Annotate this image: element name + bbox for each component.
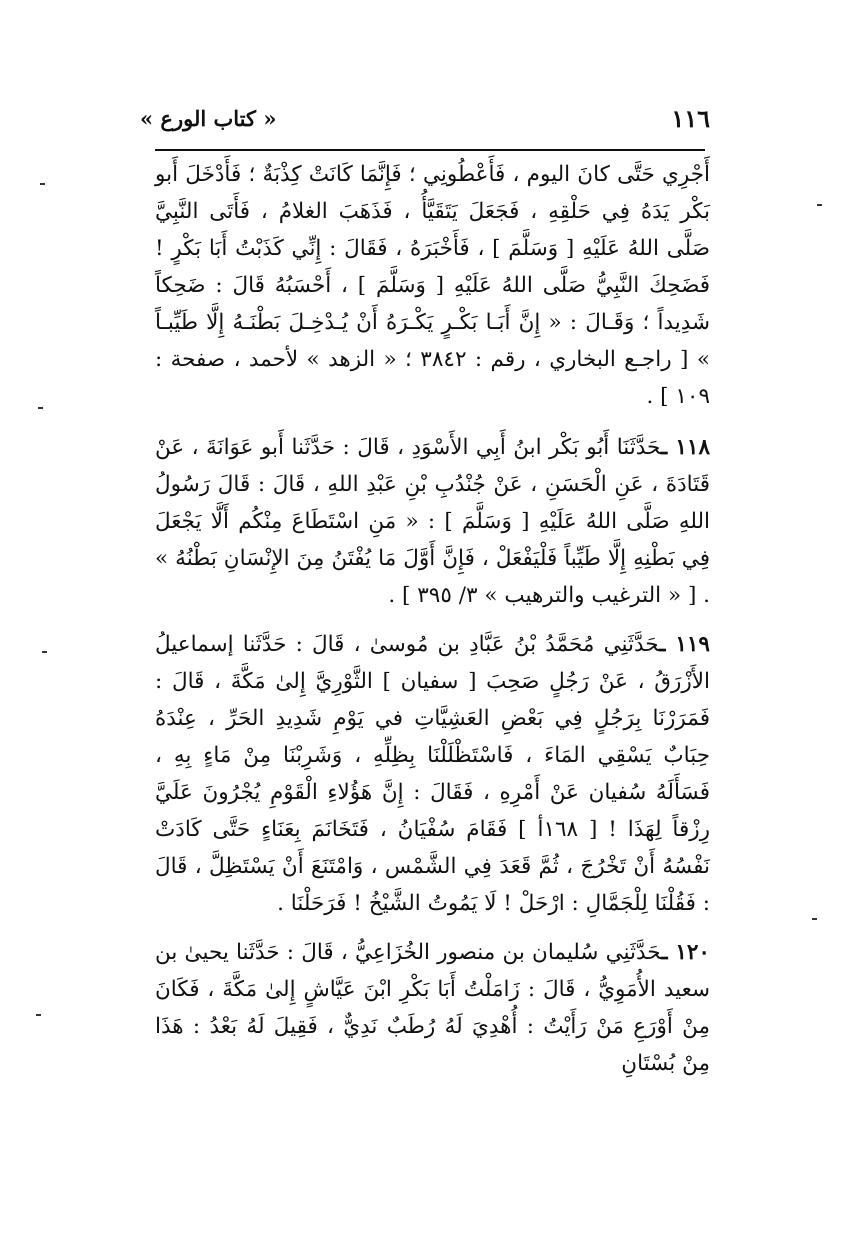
scan-speck (817, 204, 822, 206)
running-title: « كتاب الورع » (140, 106, 277, 131)
entry-text: حَدَّثَنِي سُليمان بن منصور الخُزَاعِيُّ ، قَالَ : حَدَّثَنا يحيىٰ بن سعيد الأُمَوِيُّ ، قَالَ : زَامَلْتُ أَبَا بَكْرِ ابْنَ عَيَّاشٍ إِلىٰ مَكَّةَ ، فَكَانَ مِنْ أَوْرَعِ مَنْ رَأَيْتُ : أُهْدِيَ لَهُ رُطَبٌ نَدِيٌّ ، فَقِيلَ لَهُ بَعْدُ : هَذَا مِنْ بُسْتَانِ (155, 940, 710, 1076)
scan-speck (42, 651, 47, 653)
entry-text: حَدَّثَنَا أَبُو بَكْر ابنُ أَبِي الأَسْوَدِ ، قَالَ : حَدَّثَنا أَبو عَوَانَةَ ، عَنْ قَتَادَةَ ، عَنِ الْحَسَنِ ، عَنْ جُنْدُبِ بْنِ عَبْدِ اللهِ ، قَالَ : قَالَ رَسُولُ اللهِ صَلَّى اللهُ عَلَيْهِ [ وَسَلَّمَ ] : « مَنِ اسْتَطَاعَ مِنْكُم أَلَّا يَجْعَلَ فِي بَطْنِهِ إِلَّا طَيِّباً فَلْيَفْعَلْ ، فَإِنَّ أَوَّلَ مَا يُفْتَنُ مِنَ الإِنْسَانِ بَطْنُهُ » . [ « الترغيب والترهيب » ٣/ ٣٩٥ ] . (155, 435, 710, 608)
continued-paragraph: أَجْرِي حَتَّى كانَ اليوم ، فَأَعْطُونِي ؛ فَإِنَّمَا كَانَتْ كِذْبَةٌ ؛ فَأَدْخَلَ أَبو بَكْر يَدَهُ فِي حَلْقِهِ ، فَجَعَلَ يَتَقَيَّأُ ، فَذَهَبَ الغلامُ ، فَأَتَى النَّبِيَّ صَلَّى اللهُ عَلَيْهِ [ وَسَلَّمَ ] ، فَأَخْبَرَهُ ، فَقَالَ : إِنِّي كَذَبْتُ أَبَا بَكْرٍ ! فَضَحِكَ النَّبِيُّ صَلَّى اللهُ عَلَيْهِ [ وَسَلَّمَ ] ، أَحْسَبُهُ قَالَ : ضَحِكاً شَدِيداً ؛ وَقَـالَ : « إِنَّ أَبَـا بَكْـرٍ يَكْـرَهُ أَنْ يُـدْخِـلَ بَطْنَـهُ إِلَّا طَيِّبـاً » [ راجـع البخاري ، رقم : ٣٨٤٢ ؛ « الزهد » لأحمد ، صفحة : ١٠٩ ] . (155, 162, 710, 409)
hadith-entry-118 (155, 429, 710, 614)
entry-text: حَدَّثَنِي مُحَمَّدُ بْنُ عَبَّادِ بن مُوسىٰ ، قَالَ : حَدَّثَنا إسماعيلُ الأَزْرَقُ ، عَنْ رَجُلٍ صَحِبَ [ سفيان ] الثَّوْرِيَّ إِلىٰ مَكَّةَ ، قَالَ : فَمَرَرْنَا بِرَجُلٍ فِي بَعْضِ العَشِيَّاتِ في يَوْمِ شَدِيدِ الحَرِّ ، عِنْدَهُ حِبَابٌ يَسْقِي المَاءَ ، فَاسْتَظْلَلْنَا بِظِلِّهِ ، وَشَرِبْنَا مِنْ مَاءٍ بِهِ ، فَسَأَلَهُ سُفيان عَنْ أَمْرِهِ ، فَقَالَ : إِنَّ هَؤُلاءِ الْقَوْمِ يُجْرُونَ عَلَيَّ رِزْقاً لِهَذَا ! [ ١٦٨أ ] فَقَامَ سُفْيَانُ ، فَتَخَانَمَ بِعَنَاءٍ حَتَّى كَادَتْ نَفْسُهُ أَنْ تَخْرُجَ ، ثُمَّ قَعَدَ فِي الشَّمْس ، وَامْتَنَعَ أَنْ يَسْتَظِلَّ ، قَالَ : فَقُلْنَا لِلْجَمَّالِ : ارْحَلْ ! لَا يَمُوتُ الشَّيْخُ ! فَرَحَلْنَا . (155, 632, 710, 916)
entry-paragraph (155, 626, 710, 922)
entry-number: ١١٨ ـ (660, 435, 710, 460)
scan-speck (40, 183, 45, 185)
scan-speck (38, 407, 43, 409)
scan-speck (36, 1014, 41, 1016)
entry-number: ١٢٠ ـ (661, 940, 710, 965)
hadith-entry-119 (155, 626, 710, 922)
scan-speck (812, 918, 817, 920)
page-header (140, 100, 710, 140)
entry-number: ١١٩ ـ (659, 632, 710, 657)
page-number: ١١٦ (671, 104, 710, 133)
entry-paragraph (155, 429, 710, 614)
header-divider (155, 149, 705, 151)
entry-paragraph (155, 934, 710, 1082)
hadith-entry-120 (155, 934, 710, 1082)
page-body (155, 156, 710, 1094)
